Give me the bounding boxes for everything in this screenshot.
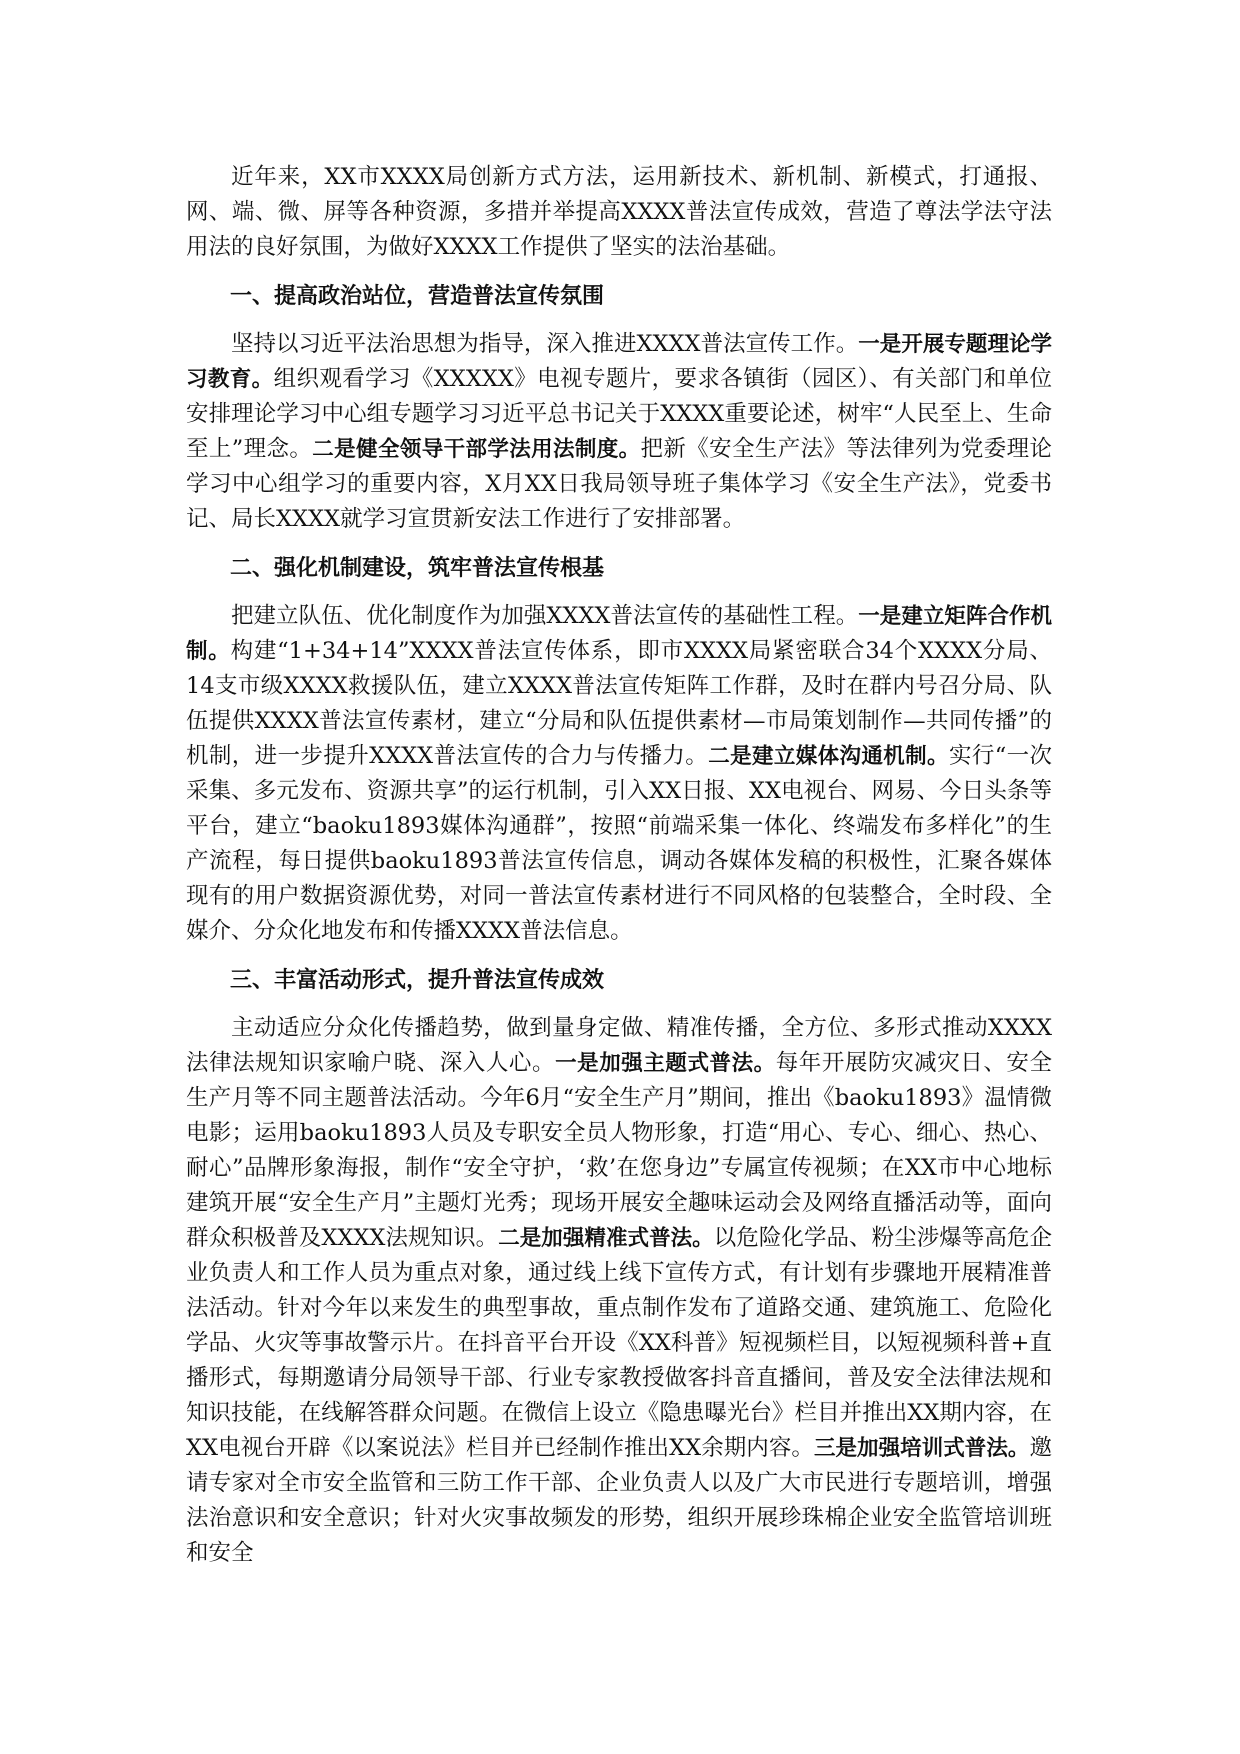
document-page [186,160,1052,1571]
section-1-heading: 一、提高政治站位，营造普法宣传氛围 [230,284,605,309]
section-3-text-2: 每年开展防灾减灾日、安全生产月等不同主题普法活动。今年6月“安全生产月”期间，推出《baoku1893》温情微电影；运用baoku1893人员及专职安全员人物形象，打造“用心、专心、细心、热心、耐心”品牌形象海报，制作“安全守护，‘救’在您身边”专属宣传视频；在XX市中心地标建筑开展“安全生产月”主题灯光秀；现场开展安全趣味运动会及网络直播活动等，面向群众积极普及XXXX法规知识。 [186,1050,1052,1251]
section-3-text-1: 主动适应分众化传播趋势，做到量身定做、精准传播，全方位、多形式推动XXXX法律法规知识家喻户晓、深入人心。 [186,1015,1052,1076]
section-1-text-3: 把新《安全生产法》等法律列为党委理论学习中心组学习的重要内容，X月XX日我局领导班子集体学习《安全生产法》，党委书记、局长XXXX就学习宣贯新安法工作进行了安排部署。 [186,436,1052,532]
section-3-text-3: 以危险化学品、粉尘涉爆等高危企业负责人和工作人员为重点对象，通过线上线下宣传方式，有计划有步骤地开展精准普法活动。针对今年以来发生的典型事故，重点制作发布了道路交通、建筑施工、危险化学品、火灾等事故警示片。在抖音平台开设《XX科普》短视频栏目，以短视频科普+直播形式，每期邀请分局领导干部、行业专家教授做客抖音直播间，普及安全法律法规和知识技能，在线解答群众问题。在微信上设立《隐患曝光台》栏目并推出XX期内容，在XX电视台开辟《以案说法》栏目并已经制作推出XX余期内容。 [186,1225,1052,1461]
section-2-heading: 二、强化机制建设，筑牢普法宣传根基 [230,556,605,581]
section-2-text-2: 构建“1+34+14”XXXX普法宣传体系，即市XXXX局紧密联合34个XXXX分局、14支市级XXXX救援队伍，建立XXXX普法宣传矩阵工作群，及时在群内号召分局、队伍提供XXXX普法宣传素材，建立“分局和队伍提供素材—市局策划制作—共同传播”的机制，进一步提升XXXX普法宣传的合力与传播力。 [186,638,1052,769]
section-2-bold-2: 二是建立媒体沟通机制。 [708,744,949,769]
section-2-paragraph [186,599,1052,949]
section-1-bold-1: 一是开展专题理论学习教育。 [186,332,1052,392]
section-1-text-2: 组织观看学习《XXXXX》电视专题片，要求各镇街（园区）、有关部门和单位安排理论学习中心组专题学习习近平总书记关于XXXX重要论述，树牢“人民至上、生命至上”理念。 [186,366,1052,462]
section-3-bold-3: 三是加强培训式普法。 [813,1436,1030,1461]
section-3-bold-1: 一是加强主题式普法。 [555,1051,776,1076]
intro-paragraph: 近年来，XX市XXXX局创新方式方法，运用新技术、新机制、新模式，打通报、网、端、微、屏等各种资源，多措并举提高XXXX普法宣传成效，营造了尊法学法守法用法的良好氛围，为做好XXXX工作提供了坚实的法治基础。 [186,164,1052,260]
section-2-text-1: 把建立队伍、优化制度作为加强XXXX普法宣传的基础性工程。 [231,603,859,629]
section-2-text-3: 实行“一次采集、多元发布、资源共享”的运行机制，引入XX日报、XX电视台、网易、今日头条等平台，建立“baoku1893媒体沟通群”，按照“前端采集一体化、终端发布多样化”的生产流程，每日提供baoku1893普法宣传信息，调动各媒体发稿的积极性，汇聚各媒体现有的用户数据资源优势，对同一普法宣传素材进行不同风格的包装整合，全时段、全媒介、分众化地发布和传播XXXX普法信息。 [186,743,1052,944]
section-3-paragraph [186,1011,1052,1571]
section-1-bold-2: 二是健全领导干部学法用法制度。 [312,437,641,462]
section-3-heading: 三、丰富活动形式，提升普法宣传成效 [230,968,605,993]
section-3-bold-2: 二是加强精准式普法。 [498,1226,714,1251]
section-2-bold-1: 一是建立矩阵合作机制。 [186,604,1052,664]
section-3-text-4: 邀请专家对全市安全监管和三防工作干部、企业负责人以及广大市民进行专题培训，增强法治意识和安全意识；针对火灾事故频发的形势，组织开展珍珠棉企业安全监管培训班和安全 [186,1435,1052,1566]
section-1-text-1: 坚持以习近平法治思想为指导，深入推进XXXX普法宣传工作。 [231,331,859,357]
section-1-paragraph [186,327,1052,537]
